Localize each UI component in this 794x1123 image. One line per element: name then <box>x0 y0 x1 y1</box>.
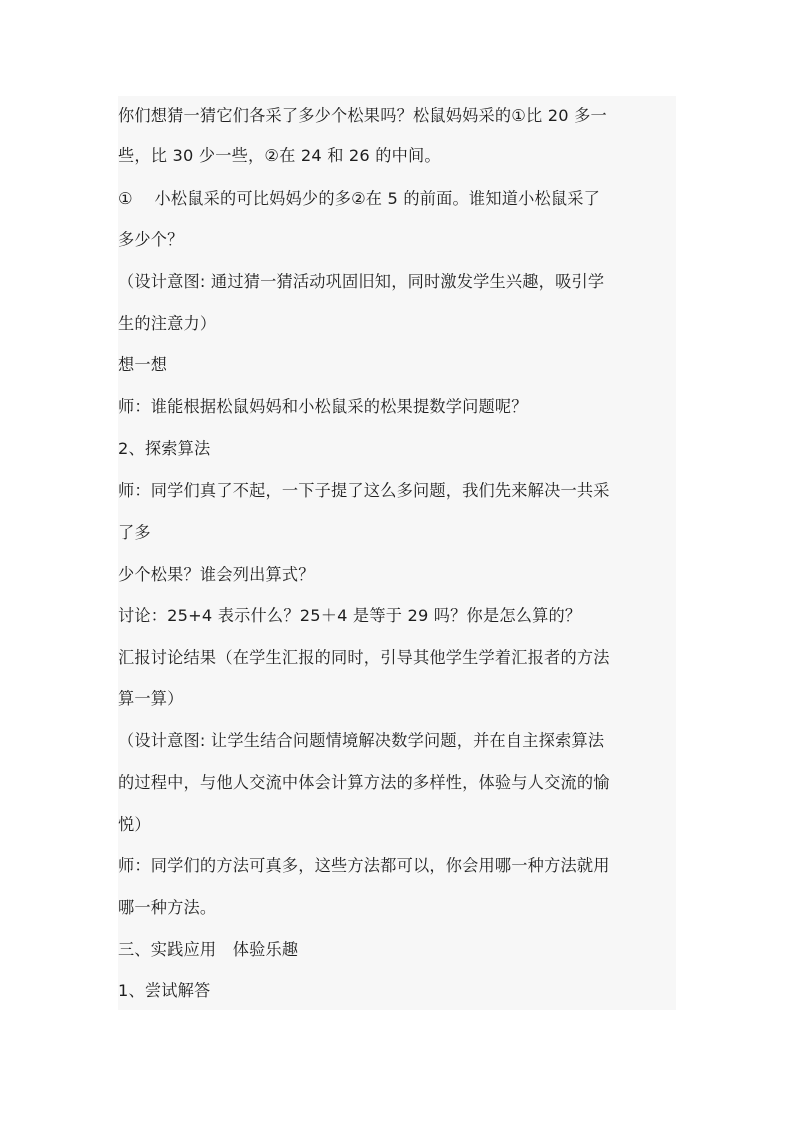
text-line: 少个松果？谁会列出算式？ <box>118 565 315 584</box>
section-heading: 2、探索算法 <box>118 439 211 458</box>
text-line: 师：同学们的方法可真多，这些方法都可以，你会用哪一种方法就用 <box>118 856 610 875</box>
text-line: 些，比 30 少一些，②在 24 和 26 的中间。 <box>118 146 441 165</box>
text-line: 师：谁能根据松鼠妈妈和小松鼠采的松果提数学问题呢？ <box>118 397 528 416</box>
text-line: 的过程中，与他人交流中体会计算方法的多样性，体验与人交流的愉 <box>118 773 610 792</box>
text-line: 讨论：25+4 表示什么？25＋4 是等于 29 吗？你是怎么算的？ <box>118 606 582 625</box>
text-line: （设计意图: 让学生结合问题情境解决数学问题，并在自主探索算法 <box>118 731 605 750</box>
text-line: 悦） <box>118 815 151 834</box>
text-line: 算一算） <box>118 689 184 708</box>
section-heading: 1、尝试解答 <box>118 981 211 1000</box>
text-line: 哪一种方法。 <box>118 898 217 917</box>
text-line: 了多 <box>118 523 151 542</box>
text-line: ① 小松鼠采的可比妈妈少的多②在 5 的前面。谁知道小松鼠采了 <box>118 189 601 208</box>
section-heading: 三、实践应用 体验乐趣 <box>118 940 299 959</box>
text-line: （设计意图: 通过猜一猜活动巩固旧知，同时激发学生兴趣，吸引学 <box>118 272 605 291</box>
text-line: 师：同学们真了不起，一下子提了这么多问题，我们先来解决一共采 <box>118 481 610 500</box>
text-line: 你们想猜一猜它们各采了多少个松果吗？松鼠妈妈采的①比 20 多一 <box>118 106 607 125</box>
text-line: 多少个？ <box>118 230 184 249</box>
text-line: 想一想 <box>118 355 168 374</box>
document-content <box>118 96 676 1010</box>
text-line: 汇报讨论结果（在学生汇报的同时，引导其他学生学着汇报者的方法 <box>118 648 610 667</box>
text-line: 生的注意力） <box>118 314 217 333</box>
